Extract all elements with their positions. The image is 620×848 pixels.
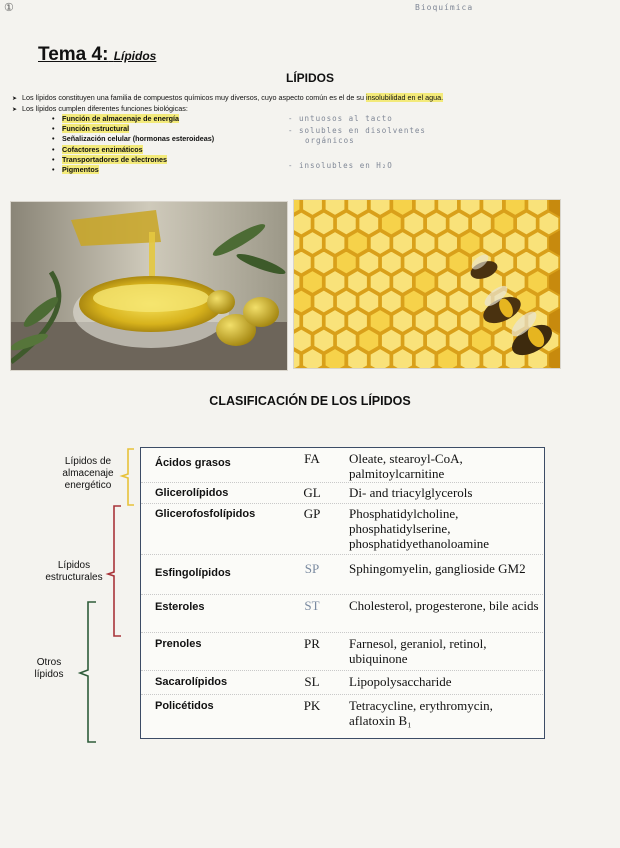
group-label-structural: Lípidos estructurales — [45, 560, 103, 583]
class-abbr: FA — [304, 451, 320, 466]
honeycomb-cell — [505, 270, 526, 294]
intro-text: Los lípidos constituyen una familia de compuestos químicos muy diversos, cuyo aspecto común es el de su insolubilidad en el agua. — [22, 93, 444, 102]
honeycomb-cell — [381, 290, 402, 314]
honeycomb-cell — [325, 309, 346, 333]
honeycomb-cell — [358, 329, 379, 353]
honeycomb-cell — [403, 251, 424, 275]
table-row — [141, 694, 543, 738]
honeycomb-cell — [437, 270, 458, 294]
honeycomb-cell — [539, 290, 560, 314]
honeycomb-cell — [392, 231, 413, 255]
intro-text: Los lípidos cumplen diferentes funciones biológicas: — [22, 104, 188, 113]
group-label-other: Otros lípidos — [34, 657, 64, 680]
class-name: Glicerolípidos — [155, 487, 229, 499]
class-name: Prenoles — [155, 638, 202, 650]
class-examples: Sphingomyelin, ganglioside GM2 — [349, 561, 526, 576]
honeycomb-cell — [415, 231, 436, 255]
bracket-other — [80, 602, 96, 742]
class-examples: Lipopolysaccharide — [349, 674, 452, 689]
honeycomb-cell — [471, 212, 492, 236]
honeycomb-cell — [516, 251, 537, 275]
honeycomb-cell — [527, 270, 548, 294]
bracket-structural — [108, 506, 121, 636]
class-abbr: SL — [304, 674, 320, 689]
arrow-bullet-icon: ➤ — [12, 107, 18, 113]
honeycomb-cell — [302, 270, 323, 294]
honeycomb-cell — [392, 309, 413, 333]
honeycomb-cell — [381, 329, 402, 353]
handwritten-note: - insolubles en H₂O — [288, 161, 393, 170]
honeycomb-cell — [494, 329, 515, 353]
table-row — [141, 482, 543, 504]
honeycomb-cell — [336, 251, 357, 275]
class-name: Esfingolípidos — [155, 567, 231, 579]
honeycomb-cell — [347, 309, 368, 333]
class-examples: Farnesol, geraniol, retinol, ubiquinone — [349, 636, 487, 666]
honeycomb-cell — [449, 212, 470, 236]
honeycomb-cell — [460, 309, 481, 333]
honeycomb-cell — [336, 329, 357, 353]
handwritten-note: - solubles en disolventes — [288, 126, 426, 135]
honeycomb-cell — [336, 212, 357, 236]
honeycomb-cell — [449, 290, 470, 314]
honeycomb-cell — [381, 212, 402, 236]
honeycomb-cell — [449, 329, 470, 353]
class-abbr: PR — [304, 636, 320, 651]
class-name: Sacarolípidos — [155, 676, 228, 688]
honeycomb-cell — [302, 231, 323, 255]
handwritten-note: - untuosos al tacto — [288, 114, 393, 123]
honeycomb-cell — [347, 231, 368, 255]
table-row — [141, 554, 543, 595]
honeycomb-cell — [358, 212, 379, 236]
honeycomb-illustration — [294, 200, 560, 368]
honeycomb-cell — [392, 270, 413, 294]
honeycomb-cell — [325, 270, 346, 294]
title-main: Tema 4: — [38, 44, 109, 65]
honeycomb-cell — [370, 231, 391, 255]
class-abbr: SP — [304, 561, 320, 576]
honeycomb-cell — [347, 270, 368, 294]
honeycomb-cell — [313, 290, 334, 314]
honeycomb-cell — [403, 329, 424, 353]
class-name: Ácidos grasos — [155, 457, 231, 469]
page-number-mark: ① — [4, 2, 14, 14]
function-text: Función estructural — [62, 124, 130, 134]
class-examples: Phosphatidylcholine, phosphatidylserine, phosphatidyethanoloamine — [349, 506, 490, 551]
corner-handwritten-note: Bioquímica — [415, 3, 474, 12]
arrow-bullet-icon: ➤ — [12, 96, 18, 102]
honeycomb-cell — [358, 251, 379, 275]
honeycomb-cell — [494, 251, 515, 275]
table-row — [141, 632, 543, 671]
table-row — [141, 503, 543, 555]
table-row — [141, 448, 543, 483]
group-label-storage: Lípidos de almacenaje energético — [62, 456, 114, 491]
class-abbr: ST — [304, 598, 320, 613]
honeycomb-cell — [437, 309, 458, 333]
function-text: Señalización celular (hormonas esteroideas) — [62, 134, 215, 144]
honeycomb-cell — [482, 231, 503, 255]
class-abbr: GP — [303, 506, 321, 521]
honeycomb-cell — [415, 309, 436, 333]
class-name: Esteroles — [155, 601, 205, 613]
class-examples: Oleate, stearoyl-CoA, palmitoylcarnitine — [349, 451, 463, 481]
group-brackets — [0, 0, 150, 760]
classification-table — [140, 447, 545, 739]
handwritten-note: orgánicos — [305, 136, 355, 145]
honeycomb-cell — [527, 231, 548, 255]
function-text: Transportadores de electrones — [62, 154, 168, 164]
class-examples: Di- and triacylglycerols — [349, 485, 473, 500]
honeycomb-cell — [516, 212, 537, 236]
honeycomb-cell — [313, 251, 334, 275]
class-examples: Cholesterol, progesterone, bile acids — [349, 598, 539, 613]
function-text: Pigmentos — [62, 165, 99, 175]
highlighted-text: insolubilidad en el agua. — [365, 93, 444, 102]
honeycomb-cell — [449, 251, 470, 275]
honeycomb-cell — [381, 251, 402, 275]
class-abbr: PK — [303, 698, 321, 713]
title-sub: Lípidos — [113, 49, 157, 63]
honeycomb-cell — [302, 309, 323, 333]
honeycomb-cell — [336, 290, 357, 314]
honeycomb-cell — [471, 329, 492, 353]
honeycomb-bees-photo — [293, 199, 561, 369]
honeycomb-cell — [426, 290, 447, 314]
honeycomb-cell — [313, 329, 334, 353]
class-examples: Tetracycline, erythromycin, aflatoxin B₁ — [349, 698, 493, 728]
class-abbr: GL — [303, 485, 321, 500]
bracket-storage — [122, 449, 134, 505]
classification-heading: CLASIFICACIÓN DE LOS LÍPIDOS — [209, 394, 411, 408]
honeycomb-cell — [539, 212, 560, 236]
class-name: Glicerofosfolípidos — [155, 508, 256, 520]
function-text: Cofactores enzimáticos — [62, 144, 143, 154]
honeycomb-cell — [539, 251, 560, 275]
section-heading: LÍPIDOS — [285, 71, 334, 85]
honeycomb-cell — [403, 290, 424, 314]
function-text: Función de almacenaje de energía — [62, 114, 180, 123]
honeycomb-cell — [313, 212, 334, 236]
honeycomb-cell — [460, 231, 481, 255]
honeycomb-cell — [437, 231, 458, 255]
honeycomb-cell — [325, 231, 346, 255]
honeycomb-cell — [426, 251, 447, 275]
honeycomb-cell — [494, 212, 515, 236]
honeycomb-cell — [370, 309, 391, 333]
honeycomb-cell — [426, 212, 447, 236]
class-name: Policétidos — [155, 700, 214, 712]
table-row — [141, 594, 543, 633]
honeycomb-cell — [370, 270, 391, 294]
table-row — [141, 670, 543, 695]
honeycomb-cell — [415, 270, 436, 294]
honeycomb-cell — [426, 329, 447, 353]
honeycomb-cell — [505, 231, 526, 255]
honeycomb-cell — [403, 212, 424, 236]
honeycomb-cell — [358, 290, 379, 314]
